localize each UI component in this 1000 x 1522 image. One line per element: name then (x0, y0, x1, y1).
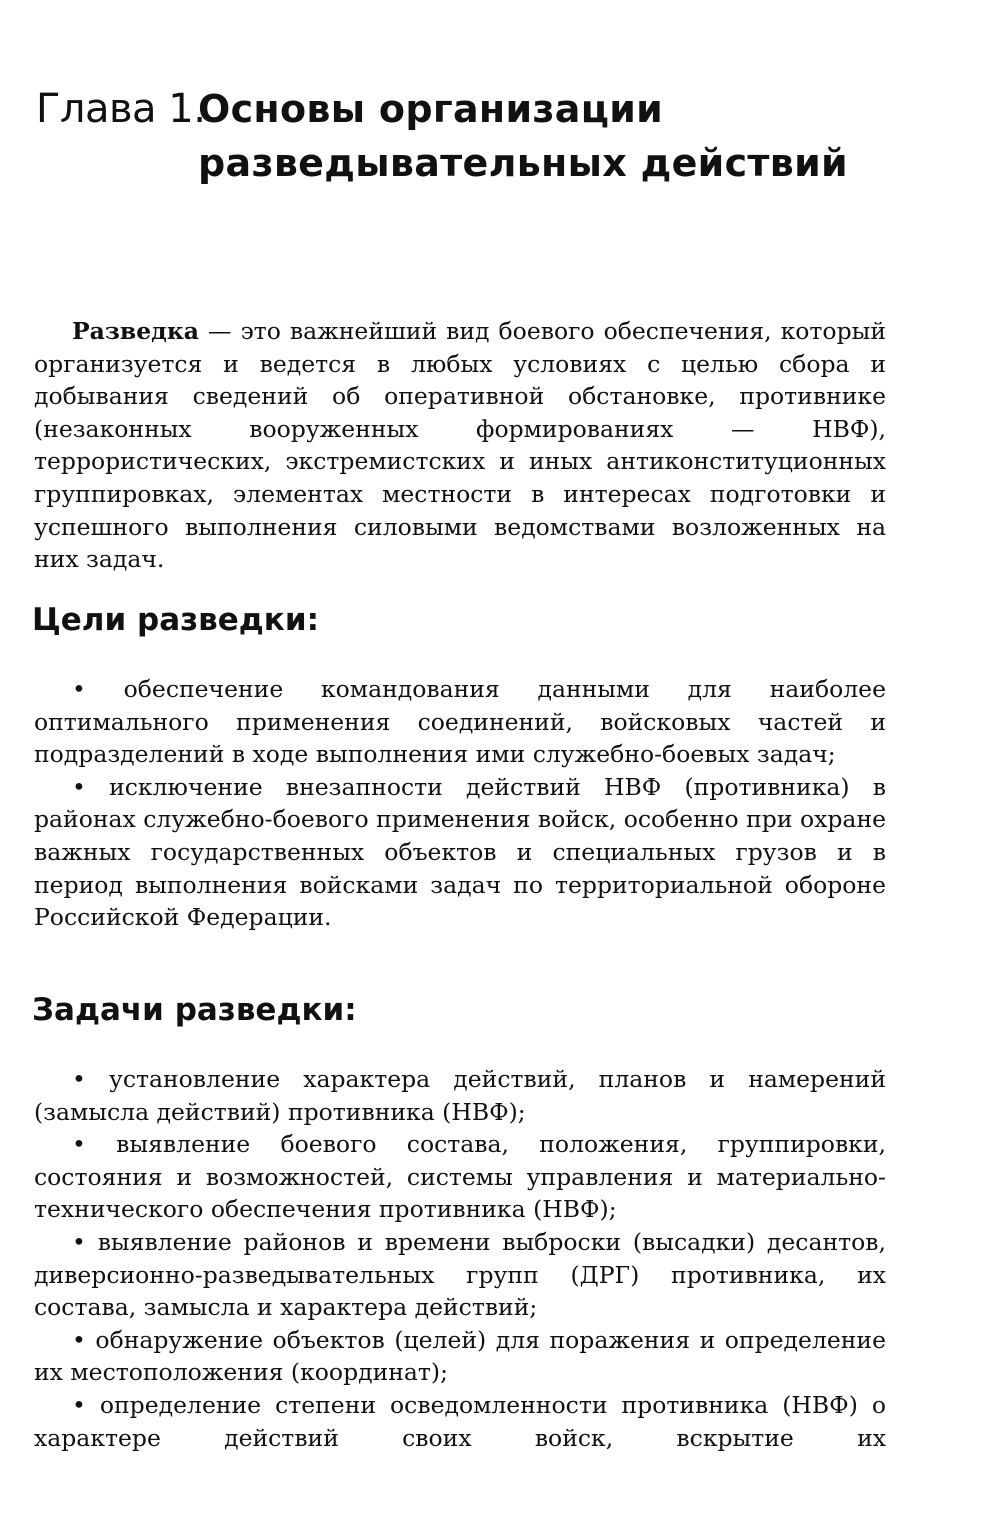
goals-heading: Цели разведки: (32, 602, 319, 638)
list-item-text: обнаружение объектов (целей) для поражения и определение их местоположения (координат); (34, 1325, 886, 1387)
list-item-text: выявление боевого состава, положения, группировки, состояния и возможностей, системы управления и материально-технического обеспечения противника (НВФ); (34, 1130, 886, 1224)
list-item (34, 1324, 886, 1389)
list-item (34, 1389, 886, 1454)
bullet-icon: • (72, 1325, 86, 1354)
intro-text: — это важнейший вид боевого обеспечения, который организуется и ведется в любых условиях с целью сбора и добывания сведений об оперативной обстановке, противнике (незаконных вооруженных формированиях — НВФ), террористических, экстремистских и иных антиконституционных группировках, элементах местности в интересах подготовки и успешного выполнения силовыми ведомствами возложенных на них задач. (34, 317, 886, 574)
list-item (34, 673, 886, 771)
bullet-icon: • (72, 1065, 86, 1093)
list-item-text: исключение внезапности действий НВФ (противника) в районах служебно-боевого применения войск, особенно при охране важных государственных объектов и специальных грузов и в период выполнения войсками задач по территориальной обороне Российской Федерации. (34, 772, 887, 932)
list-item-text: установление характера действий, планов и намерений (замысла действий) противника (НВФ); (34, 1065, 886, 1126)
bullet-icon: • (72, 1390, 86, 1419)
goals-list (34, 673, 886, 934)
intro-term: Разведка (72, 317, 200, 345)
chapter-label: Глава 1. (36, 86, 206, 132)
bullet-icon: • (72, 1227, 86, 1256)
list-item (34, 771, 886, 934)
intro-paragraph (34, 315, 886, 576)
list-item (34, 1063, 886, 1128)
list-item (34, 1128, 886, 1226)
list-item-text: обеспечение командования данными для наиболее оптимального применения соединений, войсковых частей и подразделений в ходе выполнения ими служебно-боевых задач; (34, 675, 886, 769)
list-item (34, 1226, 886, 1324)
chapter-title-line-2: разведывательных действий (198, 141, 848, 185)
chapter-title (198, 82, 848, 190)
bullet-icon: • (72, 772, 86, 801)
bullet-icon: • (72, 1130, 86, 1159)
list-item-text: определение степени осведомленности противника (НВФ) о характере действий своих войск, вскрытие их (34, 1390, 886, 1452)
chapter-title-line-1: Основы организации (198, 87, 664, 131)
bullet-icon: • (72, 675, 86, 703)
tasks-list (34, 1063, 886, 1454)
list-item-text: выявление районов и времени выброски (высадки) десантов, диверсионно-разведывательных групп (ДРГ) противника, их состава, замысла и характера действий; (34, 1227, 886, 1322)
tasks-heading: Задачи разведки: (32, 992, 357, 1028)
